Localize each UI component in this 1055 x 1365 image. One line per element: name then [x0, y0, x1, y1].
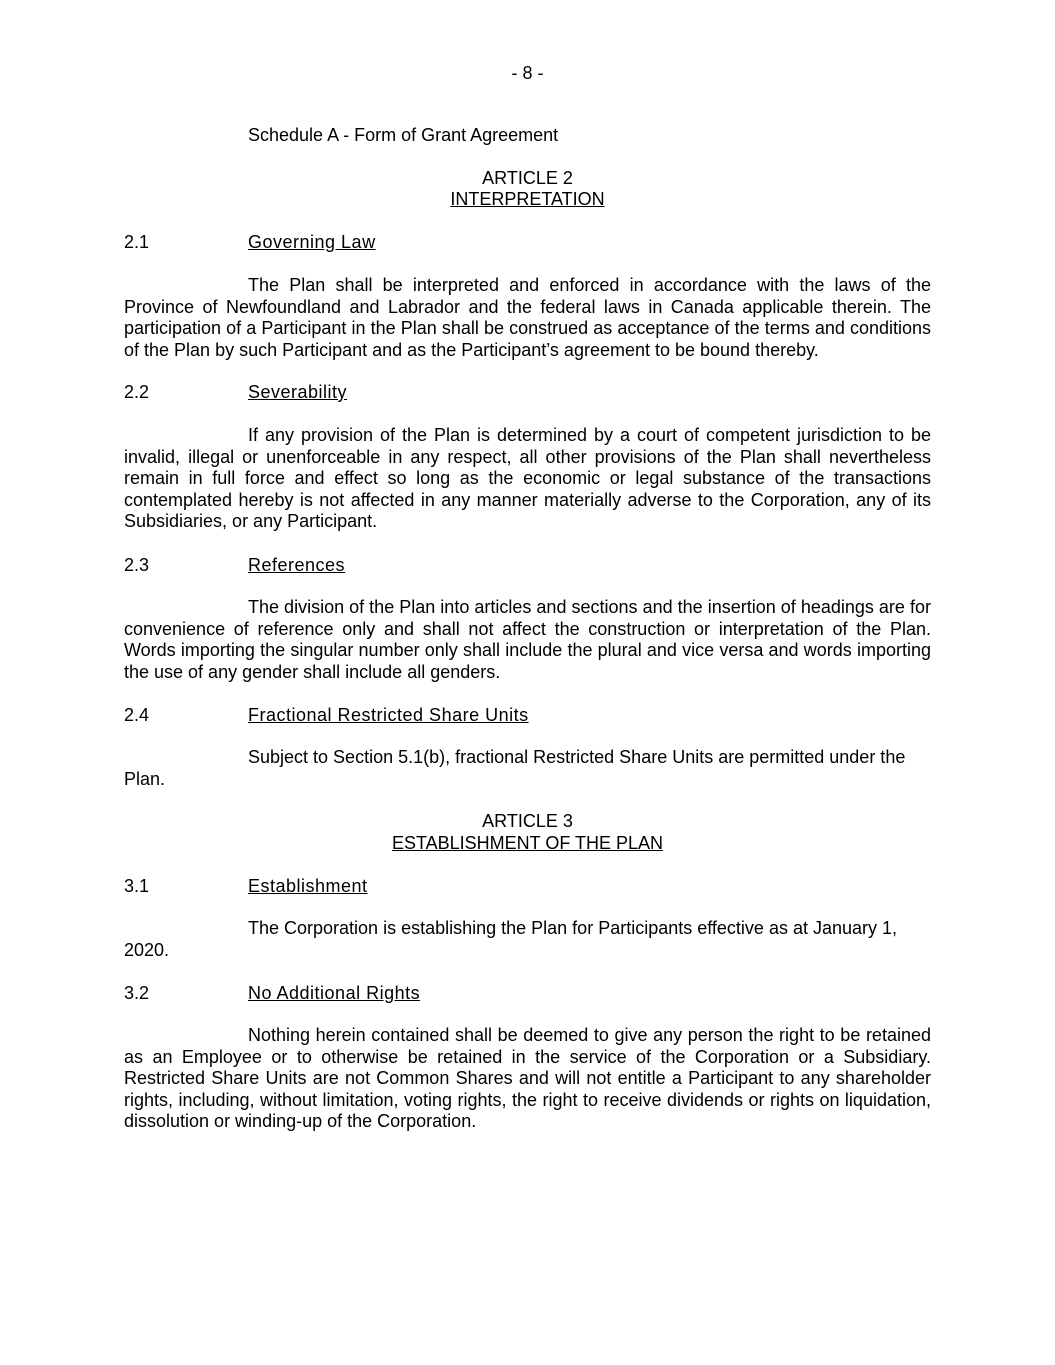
section-paragraph: [124, 747, 931, 769]
page-number: - 8 -: [511, 63, 544, 83]
paragraph-end: 2020.: [124, 940, 170, 960]
article-2-title: INTERPRETATION: [450, 189, 605, 209]
article-2-label: ARTICLE 2: [482, 168, 573, 188]
section-number: 2.1: [124, 232, 150, 252]
section-title: Severability: [248, 382, 348, 402]
section-paragraph: Nothing herein contained shall be deemed to give any person the right to be retained as an Employee or to otherwise be retained in the service of the Corporation or a Subsidiary. Restricted Share Units are not Common Shares and will not entitle a Participant to any shareholder rights, including, without limitation, voting rights, the right to receive dividends or rights on liquidation, dissolution or winding-up of the Corporation.: [124, 1025, 931, 1131]
section-title: Governing Law: [248, 232, 376, 252]
paragraph-line: The Corporation is establishing the Plan for Participants effective as at January 1,: [248, 918, 898, 938]
paragraph-end: Plan.: [124, 769, 166, 789]
section-title: Establishment: [248, 876, 368, 896]
section-number: 2.2: [124, 382, 150, 402]
section-paragraph: The division of the Plan into articles and sections and the insertion of headings are for convenience of reference only and shall not affect the construction or interpretation of the Plan. Words importing the singular number only shall include the plural and vice versa and words importing the use of any gender shall include all genders.: [124, 597, 931, 682]
section-number: 2.3: [124, 555, 150, 575]
section-number: 2.4: [124, 705, 150, 725]
paragraph-line: Subject to Section 5.1(b), fractional Restricted Share Units are permitted under the: [248, 747, 906, 767]
article-3-title: ESTABLISHMENT OF THE PLAN: [391, 833, 664, 853]
section-number: 3.1: [124, 876, 150, 896]
section-number: 3.2: [124, 983, 150, 1003]
section-title: Fractional Restricted Share Units: [248, 705, 529, 725]
article-2-title-wrap: [124, 189, 931, 211]
article-3-label: ARTICLE 3: [482, 811, 573, 831]
article-3-title-wrap: [124, 833, 931, 855]
schedule-line: Schedule A - Form of Grant Agreement: [248, 125, 559, 145]
section-paragraph: [124, 918, 931, 940]
section-paragraph: If any provision of the Plan is determined by a court of competent jurisdiction to be invalid, illegal or unenforceable in any respect, all other provisions of the Plan shall nevertheless remain in full force and effect so long as the economic or legal substance of the transactions contemplated hereby is not affected in any manner materially adverse to the Corporation, any of its Subsidiaries, or any Participant.: [124, 425, 931, 531]
section-title: No Additional Rights: [248, 983, 421, 1003]
section-title: References: [248, 555, 346, 575]
section-paragraph: The Plan shall be interpreted and enforced in accordance with the laws of the Province of Newfoundland and Labrador and the federal laws in Canada applicable therein. The participation of a Participant in the Plan shall be construed as acceptance of the terms and conditions of the Plan by such Participant and as the Participant’s agreement to be bound thereby.: [124, 275, 931, 360]
